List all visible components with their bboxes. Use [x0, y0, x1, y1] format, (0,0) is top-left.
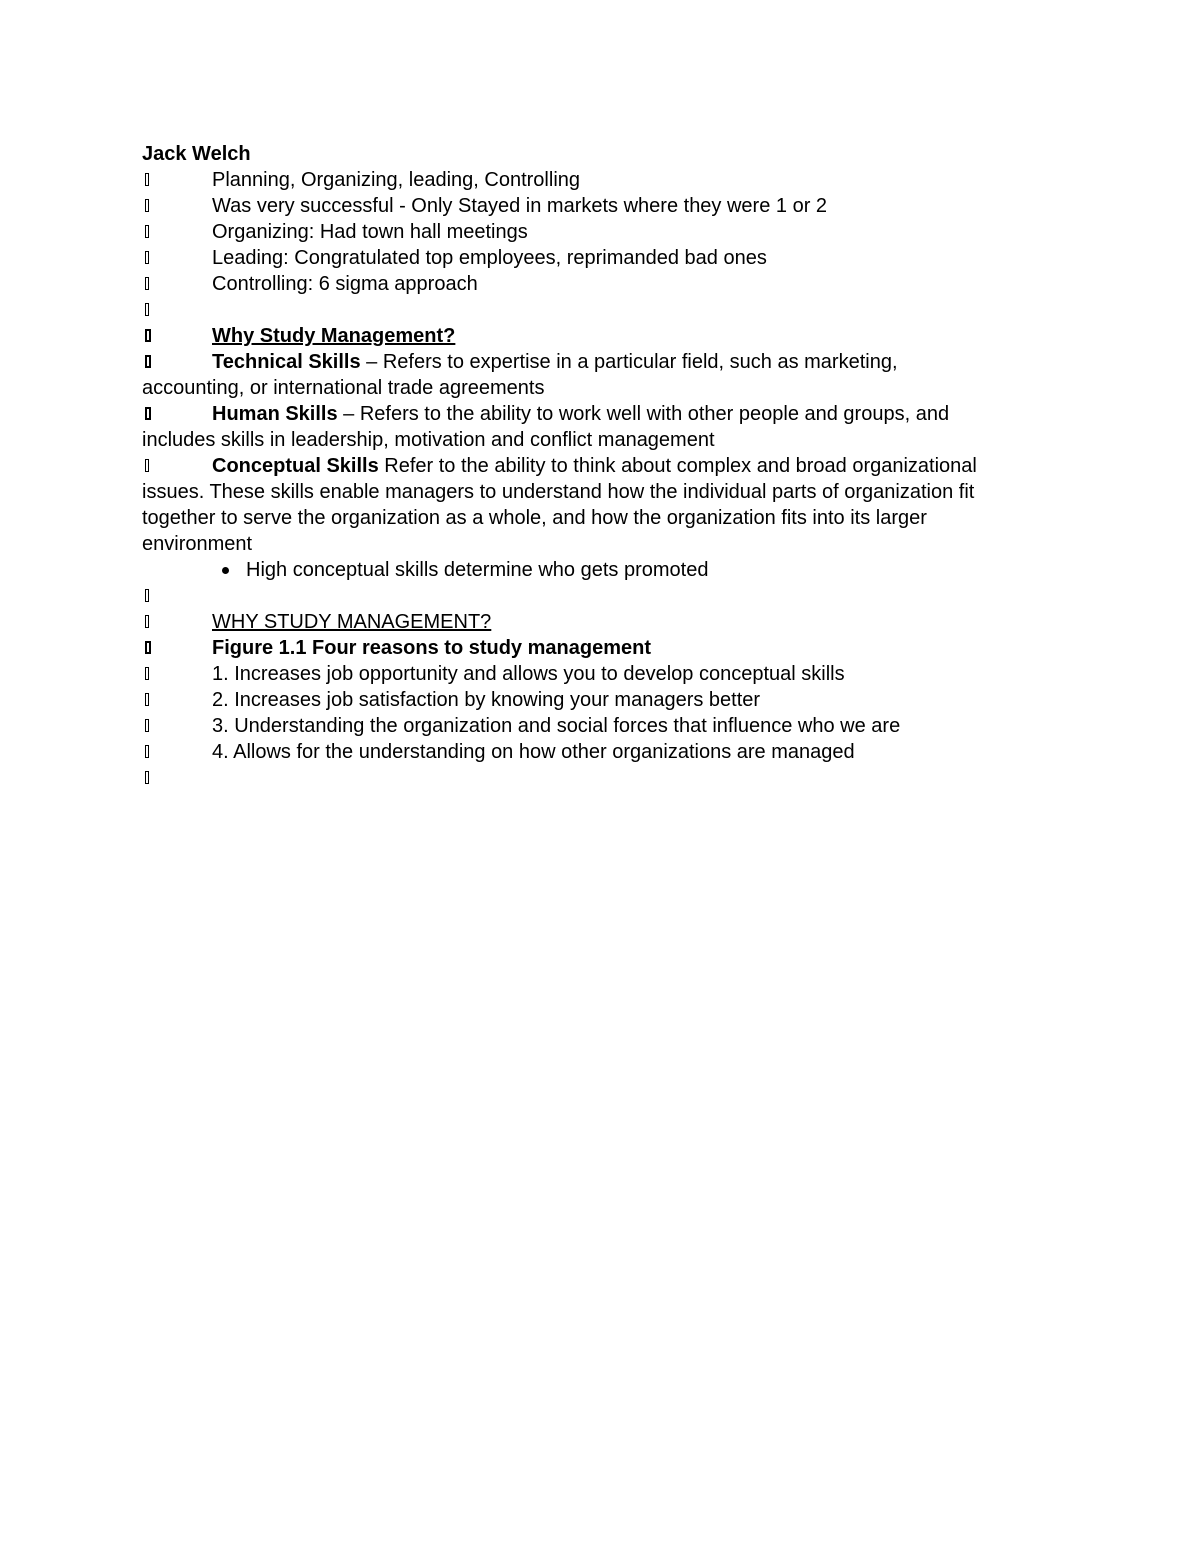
bullet-glyph-icon [142, 713, 212, 739]
bullet-glyph-icon [142, 401, 212, 427]
heading-jack-welch: Jack Welch [142, 143, 251, 165]
section-heading-row [142, 609, 1052, 635]
bullet-glyph-icon [142, 323, 212, 349]
bullet-glyph-icon [142, 583, 212, 609]
bullet-glyph-icon [142, 219, 212, 245]
technical-skills-item: Technical Skills – Refers to expertise in a particular field, such as marketing, accounting, or international trade agreements [142, 351, 898, 399]
list-item: 3. Understanding the organization and social forces that influence who we are [142, 713, 1052, 739]
figure-caption-row [142, 635, 1052, 661]
bullet-glyph-icon [142, 661, 212, 687]
section-title: WHY STUDY MANAGEMENT? [212, 611, 492, 633]
list-item: 2. Increases job satisfaction by knowing your managers better [142, 687, 1052, 713]
figure-caption: Figure 1.1 Four reasons to study management [212, 637, 651, 659]
bullet-glyph-icon [142, 687, 212, 713]
term-label: Technical Skills [212, 351, 361, 373]
list-item: Leading: Congratulated top employees, reprimanded bad ones [142, 245, 1052, 271]
bullet-glyph-icon [142, 765, 212, 791]
term-label: Conceptual Skills [212, 455, 379, 477]
list-item: 1. Increases job opportunity and allows you to develop conceptual skills [142, 661, 1052, 687]
bullet-glyph-icon [142, 245, 212, 271]
empty-list-item [142, 583, 1052, 609]
bullet-glyph-icon [142, 609, 212, 635]
list-item: 4. Allows for the understanding on how other organizations are managed [142, 739, 1052, 765]
bullet-glyph-icon [142, 193, 212, 219]
bullet-glyph-icon [142, 349, 212, 375]
bullet-glyph-icon [142, 635, 212, 661]
term-label: Human Skills [212, 403, 338, 425]
bullet-glyph-icon [142, 739, 212, 765]
list-item: Planning, Organizing, leading, Controlling [142, 167, 1052, 193]
bullet-glyph-icon [142, 167, 212, 193]
bullet-glyph-icon [142, 453, 212, 479]
section-title: Why Study Management? [212, 325, 456, 347]
list-item: Organizing: Had town hall meetings [142, 219, 1052, 245]
bullet-glyph-icon [142, 271, 212, 297]
conceptual-skills-item: Conceptual Skills Refer to the ability to think about complex and broad organizational issues. These skills enable managers to understand how the individual parts of organization fit together to serve the organization as a whole, and how the organization fits into its larger environment [142, 455, 977, 555]
bullet-dot-icon [222, 567, 229, 574]
bullet-glyph-icon [142, 297, 212, 323]
document-content [142, 141, 1052, 791]
empty-list-item [142, 765, 1052, 791]
sub-list-item: High conceptual skills determine who gets promoted [142, 557, 1052, 583]
list-item: Was very successful - Only Stayed in markets where they were 1 or 2 [142, 193, 1052, 219]
section-heading-row [142, 323, 1052, 349]
empty-list-item [142, 297, 1052, 323]
human-skills-item: Human Skills – Refers to the ability to work well with other people and groups, and includes skills in leadership, motivation and conflict management [142, 403, 950, 451]
list-item: Controlling: 6 sigma approach [142, 271, 1052, 297]
